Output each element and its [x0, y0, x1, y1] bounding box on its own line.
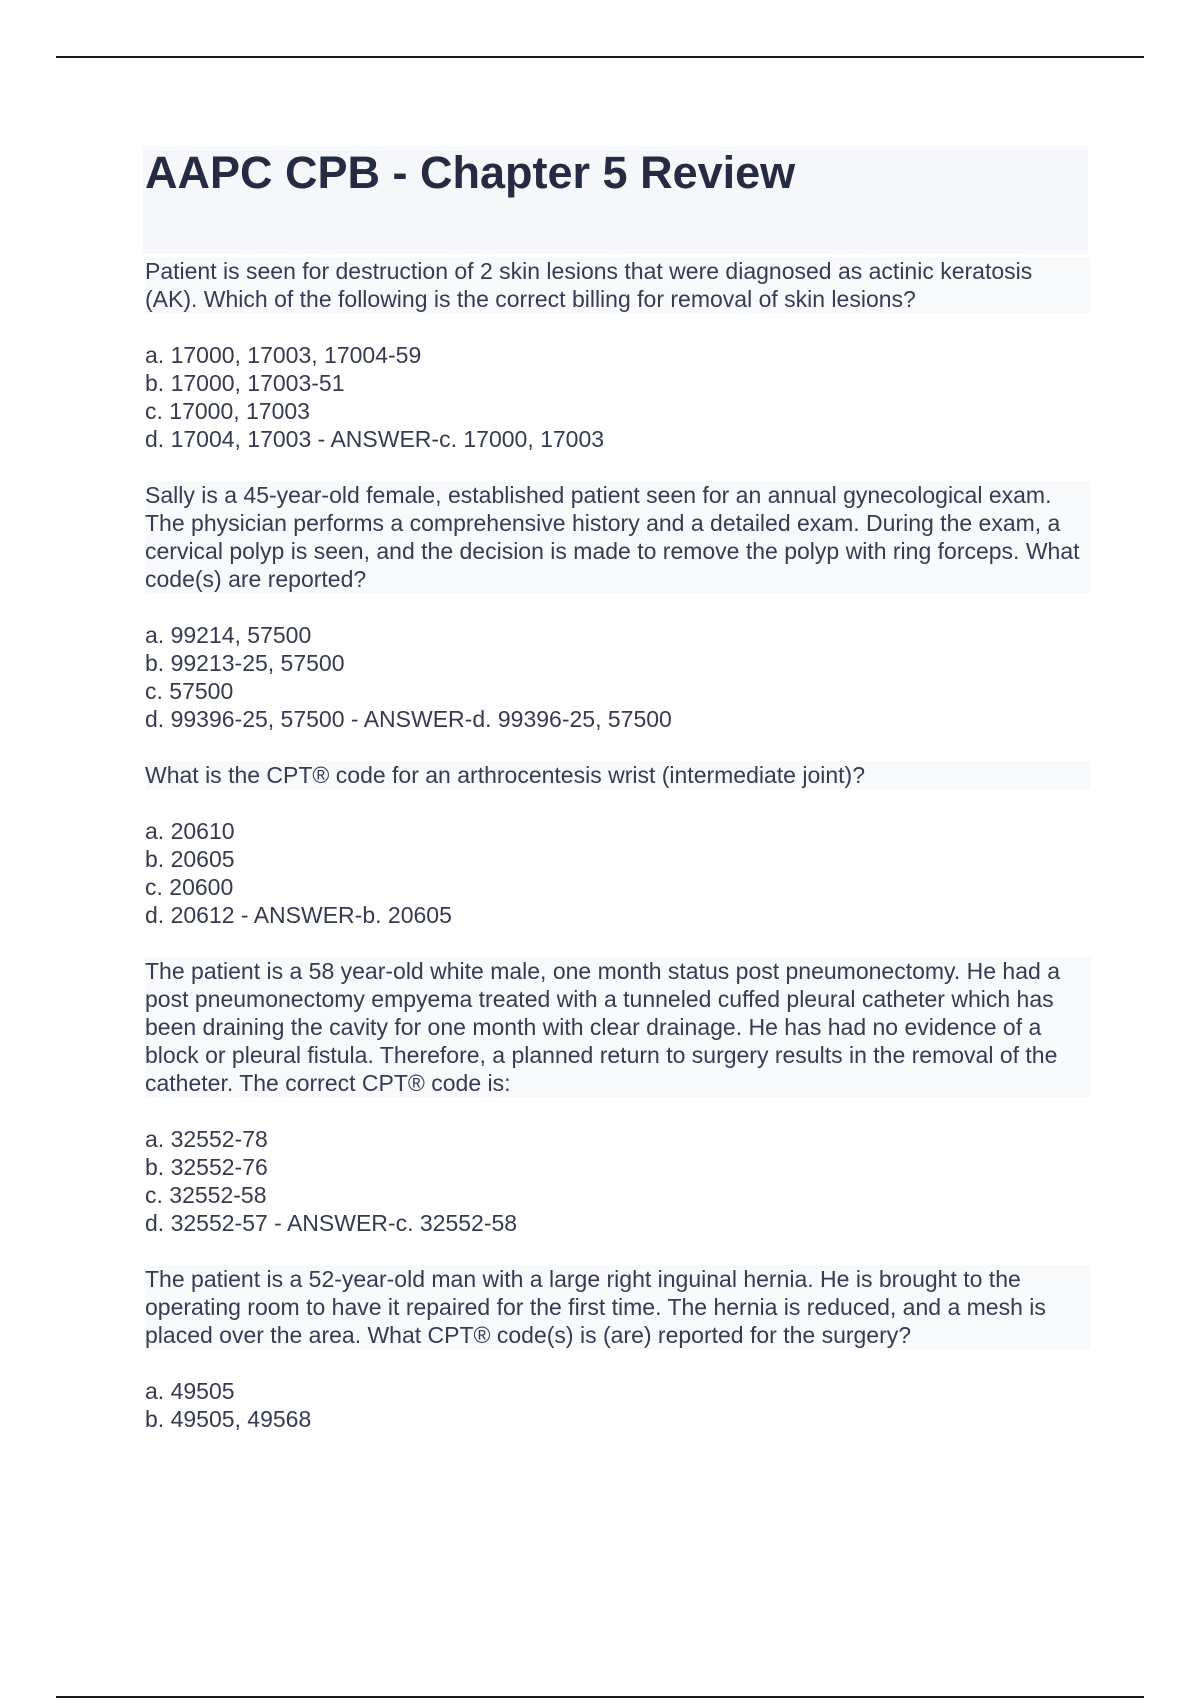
question-text: What is the CPT® code for an arthrocentesis wrist (intermediate joint)?	[145, 761, 1090, 789]
option-b: b. 49505, 49568	[145, 1406, 312, 1432]
question-text: Sally is a 45-year-old female, established patient seen for an annual gynecological exam. The physician performs a comprehensive history and a detailed exam. During the exam, a cervical polyp is seen, and the decision is made to remove the polyp with ring forceps. What code(s) are reported?	[145, 481, 1090, 593]
option-a: a. 17000, 17003, 17004-59	[145, 342, 422, 368]
option-d: d. 17004, 17003	[145, 426, 312, 452]
answer-label: ANSWER-	[330, 426, 440, 452]
option-c: c. 32552-58	[145, 1182, 267, 1208]
question-text: The patient is a 52-year-old man with a large right inguinal hernia. He is brought to the operating room to have it repaired for the first time. The hernia is reduced, and a mesh is placed over the area. What CPT® code(s) is (are) reported for the surgery?	[145, 1265, 1090, 1349]
option-a: a. 32552-78	[145, 1126, 268, 1152]
option-b: b. 32552-76	[145, 1154, 268, 1180]
question-text: Patient is seen for destruction of 2 skin lesions that were diagnosed as actinic keratosis (AK). Which of the following is the correct billing for removal of skin lesions?	[145, 257, 1090, 313]
correct-answer: b. 20605	[362, 902, 452, 928]
answer-separator: -	[267, 1210, 287, 1236]
correct-answer: d. 99396-25, 57500	[472, 706, 672, 732]
option-b: b. 99213-25, 57500	[145, 650, 345, 676]
correct-answer: c. 17000, 17003	[439, 426, 605, 452]
option-d-with-answer	[145, 425, 1090, 453]
answer-separator: -	[311, 426, 331, 452]
correct-answer: c. 32552-58	[395, 1210, 518, 1236]
answer-options	[145, 1377, 1090, 1433]
question-1	[145, 257, 1090, 453]
answer-options	[145, 1125, 1090, 1237]
option-c: c. 17000, 17003	[145, 398, 310, 424]
option-b: b. 17000, 17003-51	[145, 370, 345, 396]
answer-options	[145, 621, 1090, 733]
answer-label: ANSWER-	[253, 902, 363, 928]
option-a: a. 20610	[145, 818, 235, 844]
option-d: d. 20612	[145, 902, 235, 928]
document-title: AAPC CPB - Chapter 5 Review	[145, 147, 796, 198]
option-d-with-answer	[145, 705, 1090, 733]
option-b: b. 20605	[145, 846, 235, 872]
option-d-with-answer	[145, 1209, 1090, 1237]
question-5	[145, 1265, 1090, 1433]
option-c: c. 20600	[145, 874, 234, 900]
question-3	[145, 761, 1090, 929]
answer-label: ANSWER-	[286, 1210, 396, 1236]
answer-separator: -	[234, 902, 254, 928]
option-a: a. 99214, 57500	[145, 622, 312, 648]
option-d: d. 99396-25, 57500	[145, 706, 345, 732]
bottom-rule	[56, 1696, 1144, 1698]
answer-label: ANSWER-	[363, 706, 473, 732]
answer-options	[145, 817, 1090, 929]
question-2	[145, 481, 1090, 733]
option-a: a. 49505	[145, 1378, 235, 1404]
option-c: c. 57500	[145, 678, 234, 704]
question-text: The patient is a 58 year-old white male, one month status post pneumonectomy. He had a post pneumonectomy empyema treated with a tunneled cuffed pleural catheter which has been draining the cavity for one month with clear drainage. He has had no evidence of a block or pleural fistula. Therefore, a planned return to surgery results in the removal of the catheter. The correct CPT® code is:	[145, 957, 1090, 1097]
answer-options	[145, 341, 1090, 453]
top-rule	[56, 56, 1144, 58]
question-4	[145, 957, 1090, 1237]
option-d: d. 32552-57	[145, 1210, 268, 1236]
option-d-with-answer	[145, 901, 1090, 929]
answer-separator: -	[344, 706, 364, 732]
question-list	[145, 257, 1090, 1461]
